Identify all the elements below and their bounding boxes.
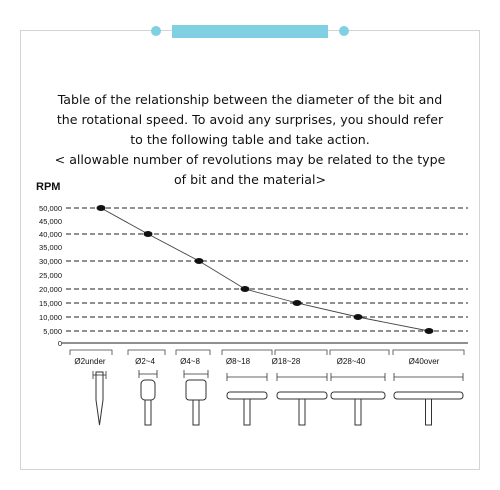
category-label: Ø2~4 [135,357,155,366]
category-bracket [128,350,165,355]
category-label: Ø4~8 [180,357,200,366]
y-tick-label: 0 [57,339,62,348]
category-label: Ø8~18 [225,357,251,366]
y-tick-label: 40,000 [39,230,62,239]
category-labels [70,350,464,366]
category-bracket [176,350,210,355]
data-point [195,258,204,264]
description-line: to the following table and take action. [130,132,370,147]
y-tick-label: 25,000 [39,271,62,280]
cylinder-bit-head [141,380,155,400]
category-label: Ø2under [74,357,106,366]
y-tick-label: 20,000 [39,285,62,294]
y-tick-label: 5,000 [43,327,62,336]
cylinder-bit-shank [145,400,151,425]
category-label: Ø28~40 [336,357,366,366]
category-bracket [330,350,389,355]
category-bracket [70,350,112,355]
y-tick-label: 30,000 [39,257,62,266]
series-line [101,208,429,331]
category-label: Ø18~28 [271,357,301,366]
disc-bit-shank [426,399,432,425]
y-axis-label: RPM [36,181,61,193]
category-label: Ø40over [408,357,440,366]
series-path [101,208,429,331]
category-bracket [275,350,327,355]
description-line: the rotational speed. To avoid any surprises, you should refer [56,112,444,127]
y-tick-labels [39,204,62,348]
disc-bit-head [277,392,327,399]
data-markers [97,205,434,334]
y-tick-label: 10,000 [39,313,62,322]
y-tick-label: 50,000 [39,204,62,213]
category-bracket [393,350,464,355]
description-line: < allowable number of revolutions may be related to the type [54,152,446,167]
small-pointed-bit [96,372,103,425]
y-tick-label: 45,000 [39,217,62,226]
disc-bit-head [227,392,267,399]
data-point [425,328,434,334]
wide-bit-head [186,380,206,400]
disc-bit-shank [244,399,250,425]
description-line: of bit and the material> [173,172,327,187]
data-point [97,205,106,211]
y-tick-label: 35,000 [39,243,62,252]
wide-bit-shank [193,400,199,425]
data-point [354,314,363,320]
category-bracket [222,350,272,355]
description-line: Table of the relationship between the diameter of the bit and [57,92,443,107]
disc-bit-head [394,392,463,399]
disc-bit-shank [299,399,305,425]
bit-illustrations [93,370,463,425]
disc-bit-shank [355,399,361,425]
disc-bit-head [331,392,385,399]
data-point [241,286,250,292]
data-point [293,300,302,306]
grid-lines [66,208,468,331]
y-tick-label: 15,000 [39,299,62,308]
data-point [144,231,153,237]
